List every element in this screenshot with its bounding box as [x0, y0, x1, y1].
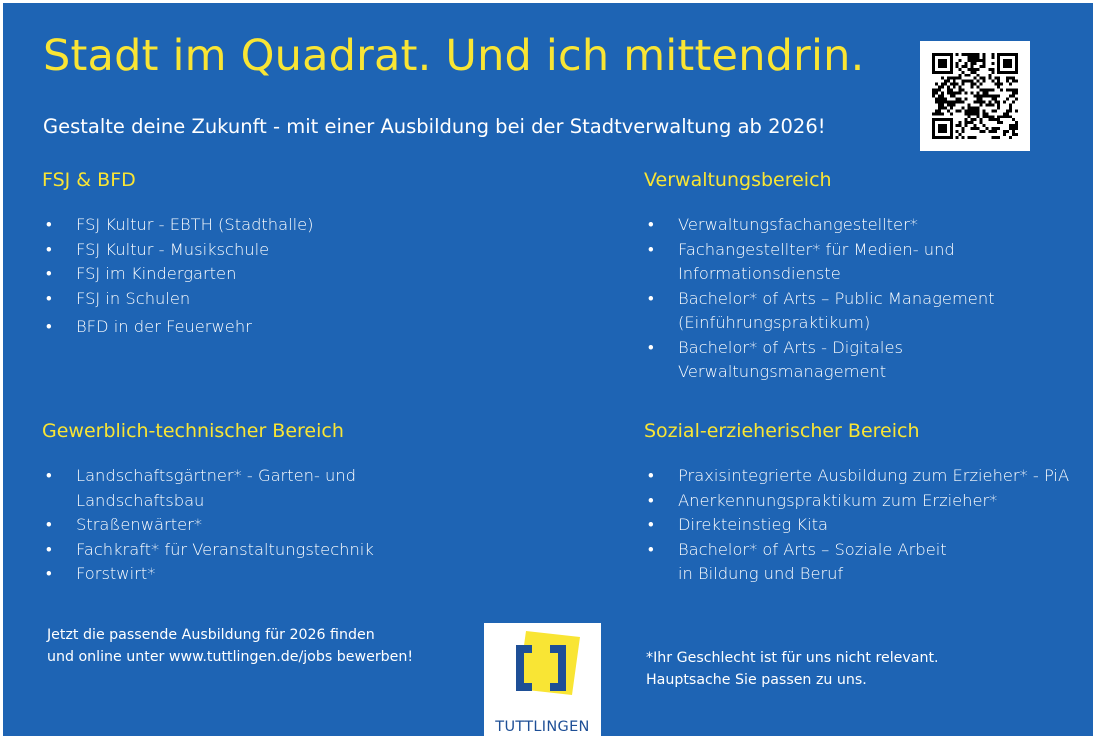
list-item: • Verwaltungsfachangestellter*: [644, 213, 1084, 238]
call-to-action-text: Jetzt die passende Ausbildung für 2026 finden und online unter www.tuttlingen.de/jobs bewerben!: [47, 627, 414, 665]
section-fsj-bfd: [42, 169, 602, 340]
subheadline: Gestalte deine Zukunft - mit einer Ausbildung bei der Stadtverwaltung ab 2026!: [43, 115, 826, 138]
list-fsj-bfd: [42, 213, 602, 340]
list-item: • Anerkennungspraktikum zum Erzieher*: [644, 489, 1089, 514]
list-item: • Straßenwärter*: [42, 513, 602, 538]
qr-code-icon[interactable]: [920, 41, 1030, 151]
list-sozial-erzieherisch: [644, 464, 1089, 587]
list-item: • Fachkraft* für Veranstaltungstechnik: [42, 538, 602, 563]
section-title-sozial-erzieherisch: Sozial-erzieherischer Bereich: [644, 420, 920, 442]
list-item: • Forstwirt*: [42, 562, 602, 587]
list-item: • FSJ Kultur - EBTH (Stadthalle): [42, 213, 602, 238]
section-verwaltungsbereich: [644, 169, 1084, 385]
list-item: • Direkteinstieg Kita: [644, 513, 1089, 538]
list-gewerblich-technisch: [42, 464, 602, 587]
tuttlingen-logo: [484, 623, 601, 736]
section-title-verwaltungsbereich: Verwaltungsbereich: [644, 169, 832, 191]
section-title-gewerblich-technisch: Gewerblich-technischer Bereich: [42, 420, 344, 442]
qr-code-graphic: [932, 53, 1018, 139]
list-item: • BFD in der Feuerwehr: [42, 315, 602, 340]
list-item: • Landschaftsgärtner* - Garten- und Landschaftsbau: [42, 464, 602, 513]
list-item: • Bachelor* of Arts - Digitales Verwaltungsmanagement: [644, 336, 1084, 385]
headline: Stadt im Quadrat. Und ich mittendrin.: [43, 31, 865, 81]
section-sozial-erzieherisch: [644, 420, 1089, 587]
list-verwaltungsbereich: [644, 213, 1084, 385]
list-item: • Fachangestellter* für Medien- und Informationsdienste: [644, 238, 1084, 287]
section-title-fsj-bfd: FSJ & BFD: [42, 169, 136, 191]
list-item: • Praxisintegrierte Ausbildung zum Erzieher* - PiA: [644, 464, 1089, 489]
poster: [3, 3, 1093, 736]
gender-note: *Ihr Geschlecht ist für uns nicht relevant. Hauptsache Sie passen zu uns.: [646, 650, 939, 688]
list-item: • FSJ Kultur - Musikschule: [42, 238, 602, 263]
section-gewerblich-technisch: [42, 420, 602, 587]
tuttlingen-logo-icon: [502, 629, 582, 713]
list-item: • Bachelor* of Arts – Public Management (Einführungspraktikum): [644, 287, 1084, 336]
list-item: • Bachelor* of Arts – Soziale Arbeit in Bildung und Beruf: [644, 538, 1089, 587]
logo-wordmark: TUTTLINGEN: [495, 719, 590, 735]
list-item: • FSJ im Kindergarten: [42, 262, 602, 287]
list-item: • FSJ in Schulen: [42, 287, 602, 312]
